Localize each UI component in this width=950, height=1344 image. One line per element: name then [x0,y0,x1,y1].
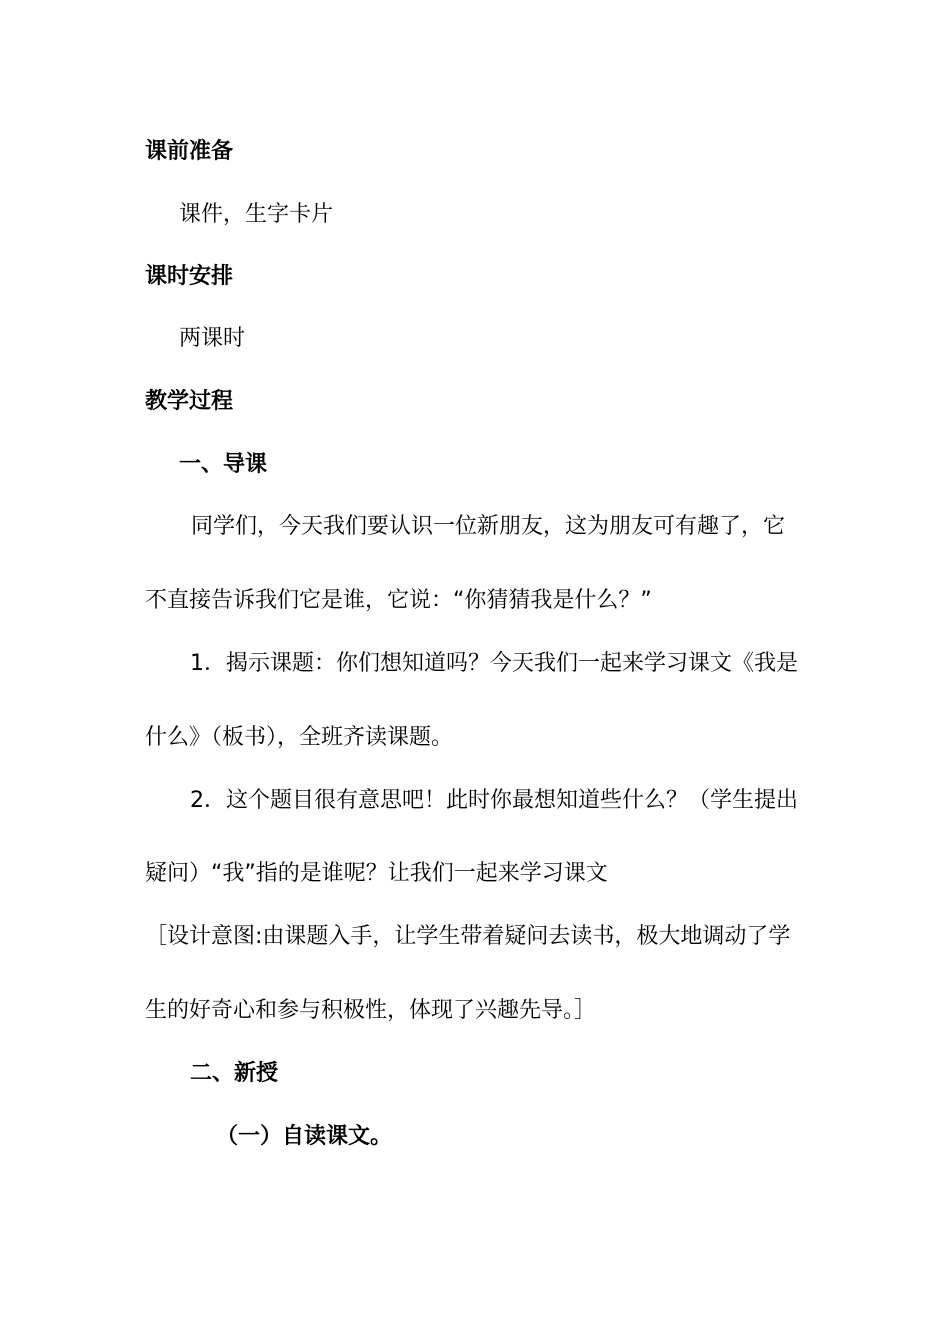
part1-heading: 一、导课 [179,452,268,477]
part1-item2-line1: 2．这个题目很有意思吧！此时你最想知道些什么？（学生提出 [190,788,798,813]
schedule-text: 两课时 [179,326,246,351]
design-intent-line1: ［设计意图:由课题入手，让学生带着疑问去读书，极大地调动了学 [145,924,791,949]
part1-item1-line2: 什么》（板书），全班齐读课题。 [145,725,454,750]
part2-heading: 二、新授 [190,1061,279,1086]
prep-heading: 课前准备 [145,139,234,164]
part2-subheading: （一）自读课文。 [216,1124,393,1149]
design-intent-line2: 生的好奇心和参与积极性，体现了兴趣先导。］ [145,998,597,1023]
prep-text: 课件，生字卡片 [179,202,334,227]
part1-item1-line1: 1．揭示课题：你们想知道吗？今天我们一起来学习课文《我是 [190,651,798,676]
part1-item2-line2: 疑问）“我”指的是谁呢？让我们一起来学习课文 [145,861,608,886]
schedule-heading: 课时安排 [145,264,234,289]
part1-intro-line2: 不直接告诉我们它是谁，它说：“你猜猜我是什么？” [145,588,652,613]
process-heading: 教学过程 [145,389,234,414]
part1-intro-line1: 同学们，今天我们要认识一位新朋友，这为朋友可有趣了，它 [191,514,786,539]
